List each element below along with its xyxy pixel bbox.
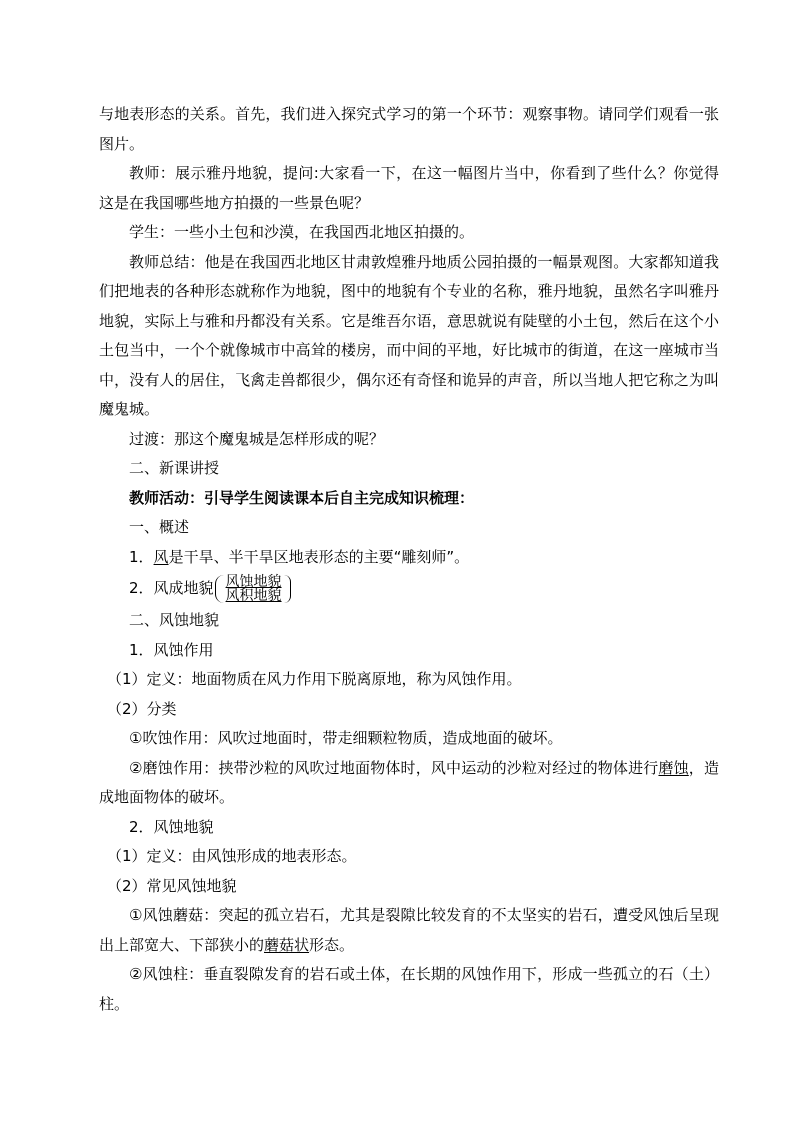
abrasion-item — [99, 754, 719, 813]
overview-item-2 — [99, 572, 719, 606]
overview-item-1-number: 1． — [129, 547, 154, 566]
wind-erosion-classification: （2）分类 — [107, 699, 177, 718]
paragraph-student-answer: 学生：一些小土包和沙漠，在我国西北地区拍摄的。 — [129, 223, 475, 241]
mushroom-rock-item — [99, 901, 719, 960]
mushroom-text-pre: ①风蚀蘑菇：突起的孤立岩石，尤其是裂隙比较发育的不太坚实的岩石，遭受风蚀后呈现出上部宽大、下部狭小的 — [99, 906, 719, 954]
paragraph-teacher-show: 教师：展示雅丹地貌，提问:大家看一下，在这一幅图片当中，你看到了些什么？你觉得这是在我国哪些地方拍摄的一些景色呢？ — [99, 164, 719, 212]
abrasion-text-post: ，造成地面物体的破坏。 — [99, 758, 719, 806]
mushroom-text-post: 形态。 — [309, 935, 355, 954]
brace-item-deposition: 风积地貌 — [225, 588, 282, 604]
erosion-landform-definition: （1）定义：由风蚀形成的地表形态。 — [107, 847, 357, 865]
paragraph-transition: 过渡：那这个魔鬼城是怎样形成的呢？ — [129, 429, 385, 448]
left-brace — [215, 575, 224, 603]
heading-erosion-landform-2: 2．风蚀地貌 — [129, 817, 214, 836]
heading-wind-erosion-landform: 二、风蚀地貌 — [129, 611, 220, 629]
common-erosion-landforms: （2）常见风蚀地貌 — [107, 876, 237, 895]
overview-item-1-underlined: 风 — [153, 547, 169, 566]
section-heading-new-lesson: 二、新课讲授 — [129, 459, 220, 477]
brace-items — [226, 575, 282, 603]
mushroom-underlined: 蘑菇状 — [264, 935, 310, 954]
heading-wind-erosion: 1．风蚀作用 — [129, 640, 214, 659]
wind-erosion-definition: （1）定义：地面物质在风力作用下脱离原地，称为风蚀作用。 — [107, 670, 522, 688]
overview-item-2-label: 2．风成地貌 — [129, 579, 214, 598]
erosion-pillar-item: ②风蚀柱：垂直裂隙发育的岩石或土体，在长期的风蚀作用下，形成一些孤立的石（土）柱。 — [99, 965, 719, 1013]
abrasion-text-pre: ②磨蚀作用：挟带沙粒的风吹过地面物体时，风中运动的沙粒对经过的物体进行 — [129, 758, 659, 777]
right-brace — [284, 575, 291, 603]
abrasion-underlined: 磨蚀 — [658, 758, 689, 777]
document-body — [99, 100, 719, 1019]
heading-overview: 一、概述 — [129, 518, 190, 536]
paragraph-intro-end: 与地表形态的关系。首先，我们进入探究式学习的第一个环节：观察事物。请同学们观看一张图片。 — [99, 105, 719, 153]
paragraph-teacher-summary: 教师总结：他是在我国西北地区甘肃敦煌雅丹地质公园拍摄的一幅景观图。大家都知道我们把地表的各种形态就称作为地貌，图中的地貌有个专业的名称，雅丹地貌，虽然名字叫雅丹地貌，实际上与雅和丹都没有关系。它是维吾尔语，意思就说有陡壁的小土包，然后在这个小土包当中，一个个就像城市中高耸的楼房，而中间的平地，好比城市的街道，在这一座城市当中，没有人的居住，飞禽走兽都很少，偶尔还有奇怪和诡异的声音，所以当地人把它称之为叫魔鬼城。 — [99, 252, 719, 418]
deflation-item: ①吹蚀作用：风吹过地面时，带走细颗粒物质，造成地面的破坏。 — [129, 729, 563, 747]
brace-item-erosion: 风蚀地貌 — [225, 574, 282, 590]
overview-item-1 — [99, 543, 719, 573]
teacher-activity-heading: 教师活动：引导学生阅读课本后自主完成知识梳理： — [129, 488, 475, 507]
overview-item-1-text: 是干旱、半干旱区地表形态的主要“雕刻师”。 — [168, 547, 470, 566]
